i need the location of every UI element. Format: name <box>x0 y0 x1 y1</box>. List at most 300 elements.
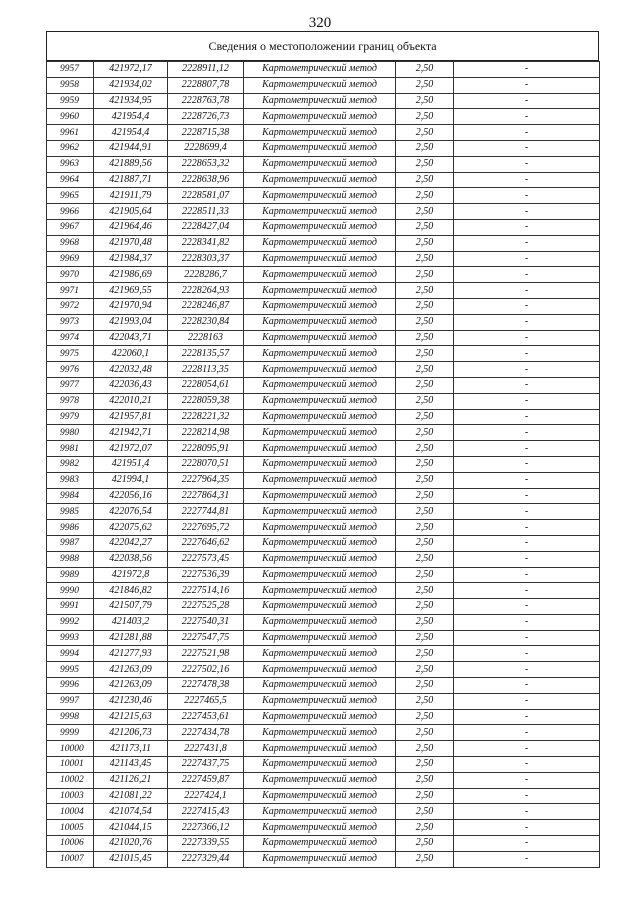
description-cell: - <box>454 709 600 725</box>
coord-x-cell: 421081,22 <box>94 788 168 804</box>
method-cell: Картометрический метод <box>244 583 396 599</box>
point-number-cell: 9963 <box>47 156 94 172</box>
coord-x-cell: 421230,46 <box>94 693 168 709</box>
coord-x-cell: 421074,54 <box>94 804 168 820</box>
description-cell: - <box>454 156 600 172</box>
method-cell: Картометрический метод <box>244 678 396 694</box>
coord-y-cell: 2227424,1 <box>168 788 244 804</box>
table-row <box>47 757 600 773</box>
method-cell: Картометрический метод <box>244 330 396 346</box>
coord-x-cell: 421984,37 <box>94 251 168 267</box>
method-cell: Картометрический метод <box>244 125 396 141</box>
point-number-cell: 9988 <box>47 551 94 567</box>
accuracy-cell: 2,50 <box>396 393 454 409</box>
method-cell: Картометрический метод <box>244 820 396 836</box>
point-number-cell: 9984 <box>47 488 94 504</box>
description-cell: - <box>454 441 600 457</box>
coord-x-cell: 422075,62 <box>94 520 168 536</box>
coord-y-cell: 2227502,16 <box>168 662 244 678</box>
coord-y-cell: 2228911,12 <box>168 62 244 78</box>
coord-y-cell: 2228763,78 <box>168 93 244 109</box>
point-number-cell: 9977 <box>47 377 94 393</box>
table-row <box>47 662 600 678</box>
description-cell: - <box>454 725 600 741</box>
point-number-cell: 9971 <box>47 283 94 299</box>
description-cell: - <box>454 188 600 204</box>
table-row <box>47 409 600 425</box>
coord-y-cell: 2228070,51 <box>168 456 244 472</box>
accuracy-cell: 2,50 <box>396 346 454 362</box>
accuracy-cell: 2,50 <box>396 567 454 583</box>
coord-x-cell: 421964,46 <box>94 219 168 235</box>
table-row <box>47 425 600 441</box>
coord-y-cell: 2228264,93 <box>168 283 244 299</box>
table-row <box>47 630 600 646</box>
description-cell: - <box>454 630 600 646</box>
table-row <box>47 77 600 93</box>
point-number-cell: 9972 <box>47 298 94 314</box>
description-cell: - <box>454 456 600 472</box>
table-row <box>47 788 600 804</box>
coord-y-cell: 2227465,5 <box>168 693 244 709</box>
coord-x-cell: 421994,1 <box>94 472 168 488</box>
point-number-cell: 9961 <box>47 125 94 141</box>
description-cell: - <box>454 425 600 441</box>
point-number-cell: 10003 <box>47 788 94 804</box>
coord-y-cell: 2228726,73 <box>168 109 244 125</box>
accuracy-cell: 2,50 <box>396 330 454 346</box>
coord-y-cell: 2228341,82 <box>168 235 244 251</box>
description-cell: - <box>454 551 600 567</box>
table-row <box>47 267 600 283</box>
table-row <box>47 678 600 694</box>
coord-y-cell: 2227525,28 <box>168 599 244 615</box>
point-number-cell: 9991 <box>47 599 94 615</box>
accuracy-cell: 2,50 <box>396 109 454 125</box>
coord-x-cell: 422060,1 <box>94 346 168 362</box>
method-cell: Картометрический метод <box>244 851 396 867</box>
table-row <box>47 851 600 867</box>
point-number-cell: 9982 <box>47 456 94 472</box>
description-cell: - <box>454 662 600 678</box>
point-number-cell: 9994 <box>47 646 94 662</box>
coord-x-cell: 421986,69 <box>94 267 168 283</box>
coord-y-cell: 2227434,78 <box>168 725 244 741</box>
point-number-cell: 9958 <box>47 77 94 93</box>
description-cell: - <box>454 836 600 852</box>
coord-y-cell: 2227366,12 <box>168 820 244 836</box>
coord-y-cell: 2228653,32 <box>168 156 244 172</box>
table-row <box>47 125 600 141</box>
point-number-cell: 9983 <box>47 472 94 488</box>
table-row <box>47 298 600 314</box>
accuracy-cell: 2,50 <box>396 188 454 204</box>
point-number-cell: 9970 <box>47 267 94 283</box>
description-cell: - <box>454 646 600 662</box>
coord-y-cell: 2228581,07 <box>168 188 244 204</box>
coord-y-cell: 2227646,62 <box>168 535 244 551</box>
coord-x-cell: 421887,71 <box>94 172 168 188</box>
method-cell: Картометрический метод <box>244 267 396 283</box>
accuracy-cell: 2,50 <box>396 62 454 78</box>
table-row <box>47 567 600 583</box>
description-cell: - <box>454 583 600 599</box>
description-cell: - <box>454 267 600 283</box>
coord-x-cell: 421934,02 <box>94 77 168 93</box>
method-cell: Картометрический метод <box>244 630 396 646</box>
point-number-cell: 9964 <box>47 172 94 188</box>
description-cell: - <box>454 772 600 788</box>
coord-x-cell: 421507,79 <box>94 599 168 615</box>
coord-x-cell: 421942,71 <box>94 425 168 441</box>
accuracy-cell: 2,50 <box>396 678 454 694</box>
description-cell: - <box>454 62 600 78</box>
method-cell: Картометрический метод <box>244 441 396 457</box>
accuracy-cell: 2,50 <box>396 251 454 267</box>
coord-y-cell: 2228303,37 <box>168 251 244 267</box>
coord-y-cell: 2228221,32 <box>168 409 244 425</box>
table-row <box>47 188 600 204</box>
method-cell: Картометрический метод <box>244 172 396 188</box>
method-cell: Картометрический метод <box>244 614 396 630</box>
table-row <box>47 314 600 330</box>
accuracy-cell: 2,50 <box>396 551 454 567</box>
coord-x-cell: 422042,27 <box>94 535 168 551</box>
table-row <box>47 772 600 788</box>
table-row <box>47 646 600 662</box>
accuracy-cell: 2,50 <box>396 298 454 314</box>
coord-x-cell: 421957,81 <box>94 409 168 425</box>
method-cell: Картометрический метод <box>244 757 396 773</box>
method-cell: Картометрический метод <box>244 109 396 125</box>
description-cell: - <box>454 409 600 425</box>
coord-x-cell: 421905,64 <box>94 204 168 220</box>
coord-x-cell: 422056,16 <box>94 488 168 504</box>
coord-x-cell: 421972,8 <box>94 567 168 583</box>
coord-y-cell: 2227329,44 <box>168 851 244 867</box>
method-cell: Картометрический метод <box>244 283 396 299</box>
description-cell: - <box>454 788 600 804</box>
point-number-cell: 10006 <box>47 836 94 852</box>
coord-y-cell: 2227744,81 <box>168 504 244 520</box>
accuracy-cell: 2,50 <box>396 125 454 141</box>
coord-x-cell: 421972,17 <box>94 62 168 78</box>
accuracy-cell: 2,50 <box>396 772 454 788</box>
method-cell: Картометрический метод <box>244 298 396 314</box>
accuracy-cell: 2,50 <box>396 741 454 757</box>
accuracy-cell: 2,50 <box>396 535 454 551</box>
table-row <box>47 93 600 109</box>
method-cell: Картометрический метод <box>244 504 396 520</box>
table-row <box>47 62 600 78</box>
table-row <box>47 172 600 188</box>
method-cell: Картометрический метод <box>244 551 396 567</box>
coord-y-cell: 2227459,87 <box>168 772 244 788</box>
accuracy-cell: 2,50 <box>396 709 454 725</box>
coord-y-cell: 2227540,31 <box>168 614 244 630</box>
description-cell: - <box>454 77 600 93</box>
table-row <box>47 456 600 472</box>
accuracy-cell: 2,50 <box>396 488 454 504</box>
accuracy-cell: 2,50 <box>396 156 454 172</box>
table-row <box>47 377 600 393</box>
table-row <box>47 330 600 346</box>
coord-y-cell: 2228214,98 <box>168 425 244 441</box>
method-cell: Картометрический метод <box>244 709 396 725</box>
description-cell: - <box>454 93 600 109</box>
accuracy-cell: 2,50 <box>396 93 454 109</box>
coord-x-cell: 422010,21 <box>94 393 168 409</box>
coord-x-cell: 421126,21 <box>94 772 168 788</box>
method-cell: Картометрический метод <box>244 204 396 220</box>
point-number-cell: 9960 <box>47 109 94 125</box>
table-row <box>47 804 600 820</box>
description-cell: - <box>454 757 600 773</box>
point-number-cell: 9978 <box>47 393 94 409</box>
point-number-cell: 9965 <box>47 188 94 204</box>
method-cell: Картометрический метод <box>244 425 396 441</box>
description-cell: - <box>454 520 600 536</box>
coord-x-cell: 421969,55 <box>94 283 168 299</box>
point-number-cell: 9962 <box>47 140 94 156</box>
coord-y-cell: 2228054,61 <box>168 377 244 393</box>
method-cell: Картометрический метод <box>244 725 396 741</box>
coord-x-cell: 421215,63 <box>94 709 168 725</box>
table-row <box>47 362 600 378</box>
point-number-cell: 10002 <box>47 772 94 788</box>
description-cell: - <box>454 377 600 393</box>
coord-y-cell: 2228699,4 <box>168 140 244 156</box>
coord-x-cell: 421020,76 <box>94 836 168 852</box>
coord-y-cell: 2227453,61 <box>168 709 244 725</box>
table-row <box>47 346 600 362</box>
accuracy-cell: 2,50 <box>396 630 454 646</box>
table-row <box>47 140 600 156</box>
table-row <box>47 235 600 251</box>
description-cell: - <box>454 504 600 520</box>
accuracy-cell: 2,50 <box>396 314 454 330</box>
coord-y-cell: 2227514,16 <box>168 583 244 599</box>
coord-x-cell: 422036,43 <box>94 377 168 393</box>
method-cell: Картометрический метод <box>244 77 396 93</box>
table-row <box>47 535 600 551</box>
description-cell: - <box>454 567 600 583</box>
point-number-cell: 10001 <box>47 757 94 773</box>
description-cell: - <box>454 140 600 156</box>
coord-x-cell: 421206,73 <box>94 725 168 741</box>
method-cell: Картометрический метод <box>244 314 396 330</box>
table-row <box>47 693 600 709</box>
coord-x-cell: 421263,09 <box>94 678 168 694</box>
accuracy-cell: 2,50 <box>396 725 454 741</box>
description-cell: - <box>454 614 600 630</box>
point-number-cell: 9996 <box>47 678 94 694</box>
method-cell: Картометрический метод <box>244 251 396 267</box>
coord-x-cell: 421970,94 <box>94 298 168 314</box>
boundary-table-sheet <box>46 31 599 868</box>
point-number-cell: 9981 <box>47 441 94 457</box>
point-number-cell: 9999 <box>47 725 94 741</box>
coord-y-cell: 2227573,45 <box>168 551 244 567</box>
accuracy-cell: 2,50 <box>396 599 454 615</box>
coord-y-cell: 2227964,35 <box>168 472 244 488</box>
coord-x-cell: 421954,4 <box>94 125 168 141</box>
accuracy-cell: 2,50 <box>396 362 454 378</box>
method-cell: Картометрический метод <box>244 488 396 504</box>
description-cell: - <box>454 741 600 757</box>
coord-x-cell: 421044,15 <box>94 820 168 836</box>
method-cell: Картометрический метод <box>244 520 396 536</box>
table-row <box>47 472 600 488</box>
accuracy-cell: 2,50 <box>396 693 454 709</box>
accuracy-cell: 2,50 <box>396 804 454 820</box>
method-cell: Картометрический метод <box>244 140 396 156</box>
point-number-cell: 9980 <box>47 425 94 441</box>
accuracy-cell: 2,50 <box>396 267 454 283</box>
method-cell: Картометрический метод <box>244 156 396 172</box>
coord-x-cell: 421944,91 <box>94 140 168 156</box>
description-cell: - <box>454 393 600 409</box>
description-cell: - <box>454 219 600 235</box>
description-cell: - <box>454 346 600 362</box>
point-number-cell: 9992 <box>47 614 94 630</box>
table-row <box>47 583 600 599</box>
table-row <box>47 836 600 852</box>
accuracy-cell: 2,50 <box>396 820 454 836</box>
accuracy-cell: 2,50 <box>396 172 454 188</box>
description-cell: - <box>454 314 600 330</box>
accuracy-cell: 2,50 <box>396 77 454 93</box>
coord-x-cell: 421277,93 <box>94 646 168 662</box>
coord-x-cell: 421954,4 <box>94 109 168 125</box>
accuracy-cell: 2,50 <box>396 504 454 520</box>
description-cell: - <box>454 599 600 615</box>
coord-y-cell: 2227547,75 <box>168 630 244 646</box>
description-cell: - <box>454 472 600 488</box>
accuracy-cell: 2,50 <box>396 377 454 393</box>
coord-x-cell: 421972,07 <box>94 441 168 457</box>
accuracy-cell: 2,50 <box>396 140 454 156</box>
table-row <box>47 504 600 520</box>
method-cell: Картометрический метод <box>244 662 396 678</box>
coord-x-cell: 421911,79 <box>94 188 168 204</box>
coord-y-cell: 2227431,8 <box>168 741 244 757</box>
accuracy-cell: 2,50 <box>396 204 454 220</box>
table-row <box>47 204 600 220</box>
accuracy-cell: 2,50 <box>396 788 454 804</box>
table-row <box>47 709 600 725</box>
coord-y-cell: 2228638,96 <box>168 172 244 188</box>
table-row <box>47 283 600 299</box>
table-row <box>47 109 600 125</box>
accuracy-cell: 2,50 <box>396 219 454 235</box>
accuracy-cell: 2,50 <box>396 836 454 852</box>
accuracy-cell: 2,50 <box>396 409 454 425</box>
table-row <box>47 520 600 536</box>
method-cell: Картометрический метод <box>244 377 396 393</box>
coord-x-cell: 421934,95 <box>94 93 168 109</box>
accuracy-cell: 2,50 <box>396 614 454 630</box>
description-cell: - <box>454 804 600 820</box>
coord-x-cell: 421970,48 <box>94 235 168 251</box>
description-cell: - <box>454 488 600 504</box>
table-row <box>47 441 600 457</box>
coord-y-cell: 2227695,72 <box>168 520 244 536</box>
coord-x-cell: 421993,04 <box>94 314 168 330</box>
description-cell: - <box>454 283 600 299</box>
point-number-cell: 9986 <box>47 520 94 536</box>
description-cell: - <box>454 693 600 709</box>
point-number-cell: 9967 <box>47 219 94 235</box>
description-cell: - <box>454 535 600 551</box>
point-number-cell: 9995 <box>47 662 94 678</box>
table-row <box>47 725 600 741</box>
point-number-cell: 9975 <box>47 346 94 362</box>
table-row <box>47 820 600 836</box>
description-cell: - <box>454 109 600 125</box>
point-number-cell: 9979 <box>47 409 94 425</box>
coord-x-cell: 421403,2 <box>94 614 168 630</box>
coord-x-cell: 421263,09 <box>94 662 168 678</box>
point-number-cell: 9969 <box>47 251 94 267</box>
coord-x-cell: 422032,48 <box>94 362 168 378</box>
accuracy-cell: 2,50 <box>396 851 454 867</box>
method-cell: Картометрический метод <box>244 393 396 409</box>
method-cell: Картометрический метод <box>244 93 396 109</box>
coord-y-cell: 2227864,31 <box>168 488 244 504</box>
point-number-cell: 9987 <box>47 535 94 551</box>
point-number-cell: 10007 <box>47 851 94 867</box>
coord-x-cell: 421173,11 <box>94 741 168 757</box>
description-cell: - <box>454 820 600 836</box>
method-cell: Картометрический метод <box>244 409 396 425</box>
table-row <box>47 488 600 504</box>
coord-y-cell: 2228135,57 <box>168 346 244 362</box>
coord-x-cell: 421281,88 <box>94 630 168 646</box>
method-cell: Картометрический метод <box>244 472 396 488</box>
coord-y-cell: 2227339,55 <box>168 836 244 852</box>
point-number-cell: 9968 <box>47 235 94 251</box>
coord-y-cell: 2228095,91 <box>168 441 244 457</box>
table-body <box>47 62 600 868</box>
coord-y-cell: 2228715,38 <box>168 125 244 141</box>
coord-y-cell: 2227536,39 <box>168 567 244 583</box>
description-cell: - <box>454 125 600 141</box>
method-cell: Картометрический метод <box>244 188 396 204</box>
description-cell: - <box>454 204 600 220</box>
accuracy-cell: 2,50 <box>396 583 454 599</box>
description-cell: - <box>454 298 600 314</box>
point-number-cell: 10000 <box>47 741 94 757</box>
accuracy-cell: 2,50 <box>396 235 454 251</box>
coord-x-cell: 421143,45 <box>94 757 168 773</box>
method-cell: Картометрический метод <box>244 219 396 235</box>
accuracy-cell: 2,50 <box>396 425 454 441</box>
coord-y-cell: 2228427,04 <box>168 219 244 235</box>
coord-y-cell: 2228113,35 <box>168 362 244 378</box>
method-cell: Картометрический метод <box>244 599 396 615</box>
accuracy-cell: 2,50 <box>396 520 454 536</box>
method-cell: Картометрический метод <box>244 235 396 251</box>
method-cell: Картометрический метод <box>244 693 396 709</box>
point-number-cell: 10005 <box>47 820 94 836</box>
point-number-cell: 9974 <box>47 330 94 346</box>
table-row <box>47 219 600 235</box>
method-cell: Картометрический метод <box>244 804 396 820</box>
method-cell: Картометрический метод <box>244 567 396 583</box>
point-number-cell: 9985 <box>47 504 94 520</box>
description-cell: - <box>454 172 600 188</box>
